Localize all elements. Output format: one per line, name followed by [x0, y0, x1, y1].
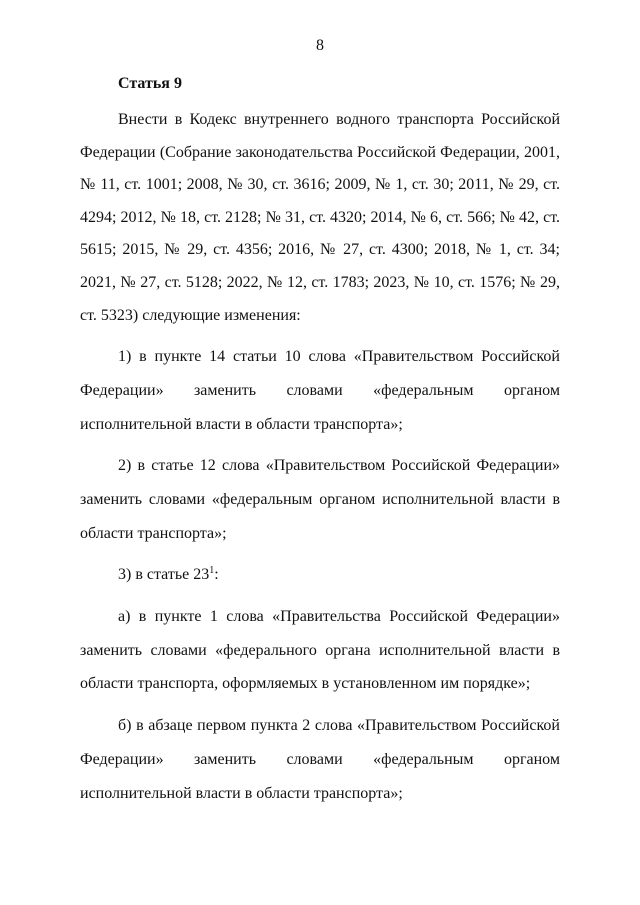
- amendment-subitem-a: а) в пункте 1 слова «Правительства Российской Федерации» заменить словами «федерального органа исполнительной власти в области транспорта, оформляемых в установленном им порядке»;: [80, 608, 560, 693]
- article-intro: Внести в Кодекс внутреннего водного транспорта Российской Федерации (Собрание законодательства Российской Федерации, 2001, № 11, ст. 1001; 2008, № 30, ст. 3616; 2009, № 1, ст. 30; 2011, № 29, ст. 4294; 2012, № 18, ст. 2128; № 31, ст. 4320; 2014, № 6, ст. 566; № 42, ст. 5615; 2015, № 29, ст. 4356; 2016, № 27, ст. 4300; 2018, № 1, ст. 34; 2021, № 27, ст. 5128; 2022, № 12, ст. 1783; 2023, № 10, ст. 1576; № 29, ст. 5323) следующие изменения:: [80, 111, 560, 324]
- document-body: [80, 70, 560, 818]
- amendment-item-3-suffix: :: [214, 566, 219, 584]
- amendment-item-3: [80, 558, 560, 592]
- amendment-item-2: 2) в статье 12 слова «Правительством Российской Федерации» заменить словами «федеральным органом исполнительной власти в области транспорта»;: [80, 457, 560, 542]
- amendment-item-1: 1) в пункте 14 статьи 10 слова «Правительством Российской Федерации» заменить словами «федеральным органом исполнительной власти в области транспорта»;: [80, 348, 560, 433]
- amendment-item-3-prefix: 3) в статье 23: [118, 566, 210, 584]
- article-superscript: 1: [209, 565, 215, 577]
- amendment-subitem-b: б) в абзаце первом пункта 2 слова «Правительством Российской Федерации» заменить словами «федеральным органом исполнительной власти в области транспорта»;: [80, 717, 560, 802]
- article-title: Статья 9: [118, 75, 182, 92]
- page-number: 8: [316, 37, 324, 54]
